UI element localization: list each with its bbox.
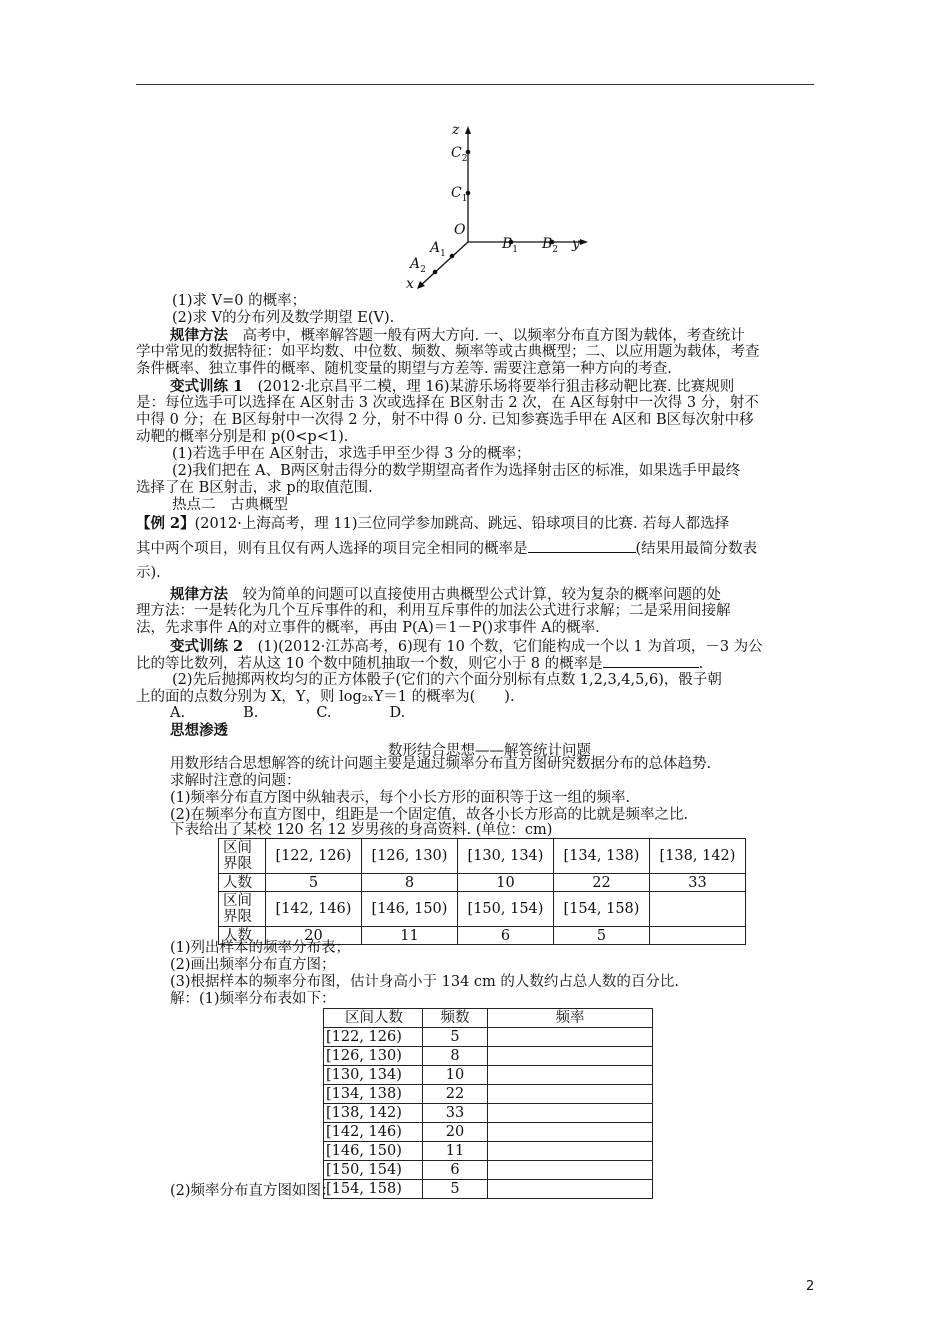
table-cell: 20 [423,1123,488,1142]
table-cell: [138, 142) [650,839,746,874]
variant-1-line-3: 中得 0 分；在 B区每射中一次得 2 分，射不中得 0 分. 已知参赛选手甲在 A区和 B区每次射中移 [136,412,754,428]
method-1-line-2: 学中常见的数据特征：如平均数、中位数、频数、频率等或古典概型；二、以应用题为载体，考查 [136,344,760,360]
idea-line-3: (1)频率分布直方图中纵轴表示，每个小长方形的面积等于这一组的频率. [170,790,631,806]
point-c1-label: $C_1$ [451,185,468,204]
variant-2-line-1: 变式训练 2 (1)(2012·江苏高考，6)现有 10 个数，它们能构成一个以 1 为首项，－3 为公 [170,638,763,655]
table-cell: [122, 126) [324,1028,423,1047]
header-rule [136,84,814,85]
header-cell: 频率 [488,1009,653,1028]
variant-1-line-2: 是：每位选手可以选择在 A区射击 3 次或选择在 B区射击 2 次，在 A区每射中一次得 3 分，射不 [136,395,759,411]
variant-1-question-2b: 选择了在 B区射击，求 p的取值范围. [136,480,373,496]
table-cell: 5 [423,1028,488,1047]
table-row [324,1047,653,1066]
solution-part-2: (2)频率分布直方图如图： [170,1183,336,1199]
task-2: (2)画出频率分布直方图； [170,957,336,973]
table-row [219,839,746,874]
table-cell: [154, 158) [324,1180,423,1199]
variant-1-question-2a: (2)我们把在 A、B两区射击得分的数学期望高者作为选择射击区的标准，如果选手甲最终 [172,463,741,479]
variant-1-line-1: 变式训练 1 (2012·北京昌平二模，理 16)某游乐场将要举行狙击移动靶比赛. 比赛规则 [170,378,735,395]
variant-1-line-4: 动靶的概率分别是和 p(0<p<1). [136,429,349,445]
method-2-line-2: 理方法：一是转化为几个互斥事件的和，利用互斥事件的加法公式进行求解；二是采用间接解 [136,603,731,619]
method-1-line-1: 规律方法 高考中，概率解答题一般有两大方向. 一、以频率分布直方图为载体，考查统计 [170,327,745,344]
height-data-table [218,838,746,945]
table-cell: [150, 154) [324,1161,423,1180]
hot-topic-2: 热点二 古典概型 [172,497,288,513]
table-cell: [134, 138) [554,839,650,874]
table-cell: 33 [650,874,746,892]
method-2-line-3: 法，先求事件 A的对立事件的概率，再由 P(A)＝1－P()求事件 A的概率. [136,620,600,636]
table-cell: 22 [423,1085,488,1104]
table-cell: 10 [423,1066,488,1085]
header-cell: 频数 [423,1009,488,1028]
method-2-line-1: 规律方法 较为简单的问题可以直接使用古典概型公式计算，较为复杂的概率问题的处 [170,586,721,603]
variant-1-label: 变式训练 1 [170,378,244,395]
table-cell: 8 [423,1047,488,1066]
method-1-line-3: 条件概率、独立事件的概率、随机变量的期望与方差等. 需要注意第一种方向的考查. [136,361,672,377]
table-cell: [142, 146) [266,892,362,927]
count-header-cell: 人数 [219,874,266,892]
table-row [324,1066,653,1085]
table-cell [650,892,746,927]
point-c2-label: $C_2$ [451,145,468,164]
table-row [324,1123,653,1142]
table-cell [650,927,746,945]
variant-2-label: 变式训练 2 [170,638,244,655]
table-row [324,1104,653,1123]
table-cell: [146, 150) [324,1142,423,1161]
idea-line-5: 下表给出了某校 120 名 12 岁男孩的身高资料. (单位：cm) [170,822,553,838]
table-cell: [142, 146) [324,1123,423,1142]
interval-header-cell: 区间 界限 [219,892,266,927]
table-cell [488,1161,653,1180]
table-cell: 11 [362,927,458,945]
table-cell [488,1123,653,1142]
header-cell: 区间人数 [324,1009,423,1028]
table-cell: [134, 138) [324,1085,423,1104]
variant-2-options: A. B. C. D. [170,705,406,721]
table-cell: 11 [423,1142,488,1161]
table-row [324,1180,653,1199]
example-2-line-2: 其中两个项目，则有且仅有两人选择的项目完全相同的概率是 (结果用最简分数表 [136,541,758,557]
page-number: 2 [806,1279,815,1294]
count-header-cell: 人数 [219,927,266,945]
table-header-row [324,1009,653,1028]
variant-2-line-3: (2)先后抛掷两枚均匀的正方体骰子(它们的六个面分别标有点数 1,2,3,4,5,6)，骰子朝 [172,672,722,688]
example-2-line-3: 示). [136,565,161,581]
table-cell: 6 [458,927,554,945]
example-2-line-1: 【例 2】(2012·上海高考，理 11)三位同学参加跳高、跳远、铅球项目的比赛. 若每人都选择 [136,515,730,532]
frequency-table [323,1008,653,1199]
variant-2-line-2: 比的等比数列，若从这 10 个数中随机抽取一个数，则它小于 8 的概率是 . [136,656,704,672]
example-2-label: 【例 2】 [136,515,195,532]
answer-blank [528,540,636,553]
z-axis-label: z [452,122,460,138]
question-1: (1)求 V=0 的概率； [172,293,307,309]
table-cell: [146, 150) [362,892,458,927]
y-axis-label: y [572,236,580,252]
table-cell: 5 [554,927,650,945]
table-cell: 6 [423,1161,488,1180]
table-row [324,1085,653,1104]
point-b1-label: $B_1$ [502,236,519,255]
table-cell: [138, 142) [324,1104,423,1123]
table-cell [488,1180,653,1199]
table-cell [488,1104,653,1123]
table-cell [488,1142,653,1161]
origin-label: O [454,222,466,238]
table-cell: 20 [266,927,362,945]
solution-intro: 解：(1)频率分布表如下： [170,991,336,1007]
table-row [324,1161,653,1180]
table-cell: [130, 134) [458,839,554,874]
table-cell [488,1028,653,1047]
table-cell: 22 [554,874,650,892]
idea-line-1: 用数形结合思想解答的统计问题主要是通过频率分布直方图研究数据分布的总体趋势. [170,756,712,772]
table-cell: 5 [423,1180,488,1199]
idea-line-4: (2)在频率分布直方图中，组距是一个固定值，故各小长方形高的比就是频率之比. [170,807,689,823]
question-2: (2)求 V的分布列及数学期望 E(V). [172,310,395,326]
table-row [324,1028,653,1047]
variant-2-line-4: 上的面的点数分别为 X，Y，则 log₂ₓY＝1 的概率为( ). [136,689,515,705]
table-cell: 33 [423,1104,488,1123]
table-cell: 5 [266,874,362,892]
point-a1-label: $A_1$ [430,240,446,259]
point-a2-label: $A_2$ [410,256,426,275]
table-cell: [126, 130) [362,839,458,874]
method-2-label: 规律方法 [170,586,228,603]
table-cell: [150, 154) [458,892,554,927]
table-cell: [130, 134) [324,1066,423,1085]
table-cell [488,1066,653,1085]
table-cell: 8 [362,874,458,892]
table-row [219,892,746,927]
table-cell [488,1047,653,1066]
table-cell: [154, 158) [554,892,650,927]
task-3: (3)根据样本的频率分布图，估计身高小于 134 cm 的人数约占总人数的百分比. [170,974,680,990]
table-cell: 10 [458,874,554,892]
idea-title: 数形结合思想——解答统计问题 [388,743,591,759]
table-row [324,1142,653,1161]
interval-header-cell: 区间 界限 [219,839,266,874]
answer-blank-2 [603,655,699,668]
variant-1-question-1: (1)若选手甲在 A区射击，求选手甲至少得 3 分的概率； [172,446,531,462]
x-axis-label: x [406,276,414,292]
method-1-label: 规律方法 [170,327,228,344]
axes-figure [396,120,596,292]
idea-heading: 思想渗透 [170,722,228,739]
table-cell [488,1085,653,1104]
point-b2-label: $B_2$ [542,236,559,255]
idea-line-2: 求解时注意的问题： [170,773,301,789]
task-1: (1)列出样本的频率分布表； [170,940,351,956]
table-cell: [126, 130) [324,1047,423,1066]
table-cell: [122, 126) [266,839,362,874]
table-row [219,874,746,892]
